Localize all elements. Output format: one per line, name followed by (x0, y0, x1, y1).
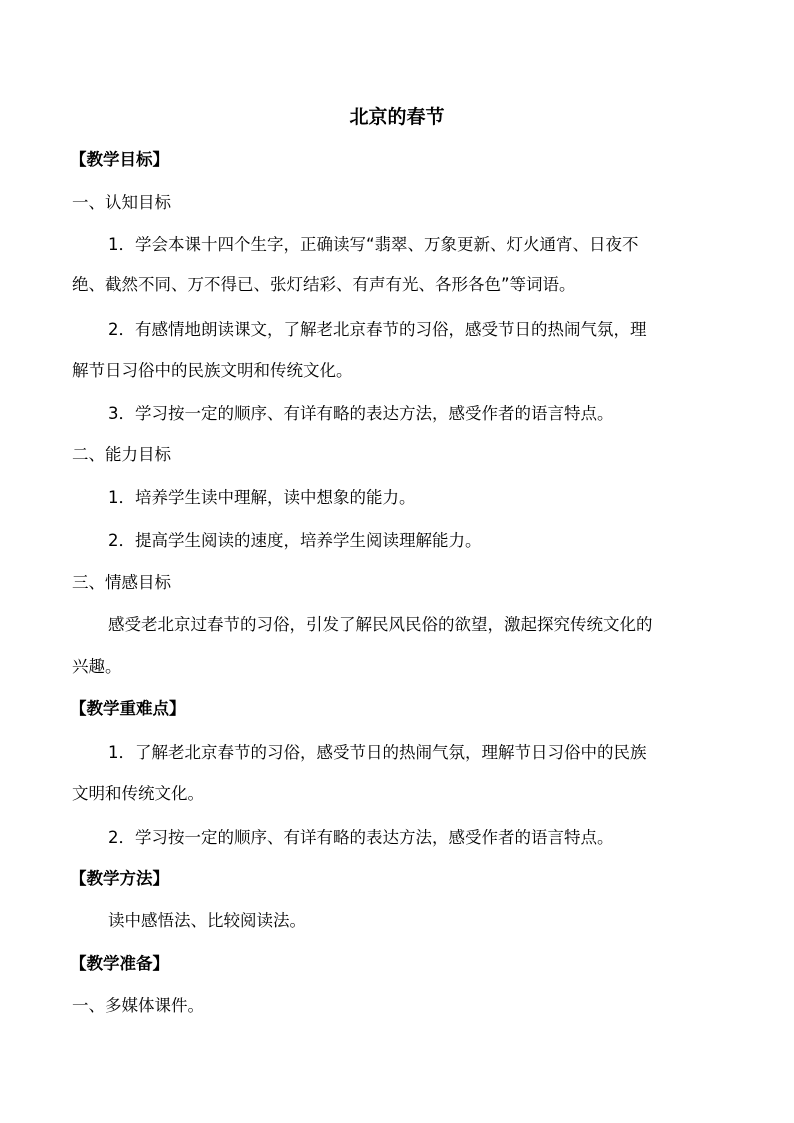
paragraph-line: 文明和传统文化。 (72, 784, 204, 803)
paragraph-line: 解节日习俗中的民族文明和传统文化。 (72, 361, 353, 380)
section-heading-preparation: 【教学准备】 (70, 954, 169, 973)
paragraph-line: 1．学会本课十四个生字，正确读写“翡翠、万象更新、灯火通宵、日夜不 (108, 235, 639, 254)
paragraph-line: 1．培养学生读中理解，读中想象的能力。 (108, 488, 416, 507)
paragraph-line: 绝、截然不同、万不得已、张灯结彩、有声有光、各形各色”等词语。 (72, 275, 576, 294)
section-heading-objectives: 【教学目标】 (70, 150, 169, 169)
paragraph-line: 兴趣。 (72, 657, 122, 676)
subsection-ability-goals: 二、能力目标 (72, 445, 171, 464)
paragraph-line: 读中感悟法、比较阅读法。 (108, 911, 306, 930)
paragraph-line: 2．提高学生阅读的速度，培养学生阅读理解能力。 (108, 531, 482, 550)
section-heading-methods: 【教学方法】 (70, 869, 169, 888)
paragraph-line: 2．学习按一定的顺序、有详有略的表达方法，感受作者的语言特点。 (108, 828, 614, 847)
paragraph-line: 感受老北京过春节的习俗，引发了解民风民俗的欲望，激起探究传统文化的 (108, 615, 653, 634)
paragraph-line: 2．有感情地朗读课文，了解老北京春节的习俗，感受节日的热闹气氛，理 (108, 320, 647, 339)
paragraph-line: 一、多媒体课件。 (72, 996, 204, 1015)
subsection-emotional-goals: 三、情感目标 (72, 573, 171, 592)
paragraph-line: 3．学习按一定的顺序、有详有略的表达方法，感受作者的语言特点。 (108, 404, 614, 423)
page-title: 北京的春节 (349, 106, 445, 128)
subsection-cognitive-goals: 一、认知目标 (72, 193, 171, 212)
section-heading-key-points: 【教学重难点】 (70, 699, 186, 718)
paragraph-line: 1．了解老北京春节的习俗，感受节日的热闹气氛，理解节日习俗中的民族 (108, 743, 647, 762)
